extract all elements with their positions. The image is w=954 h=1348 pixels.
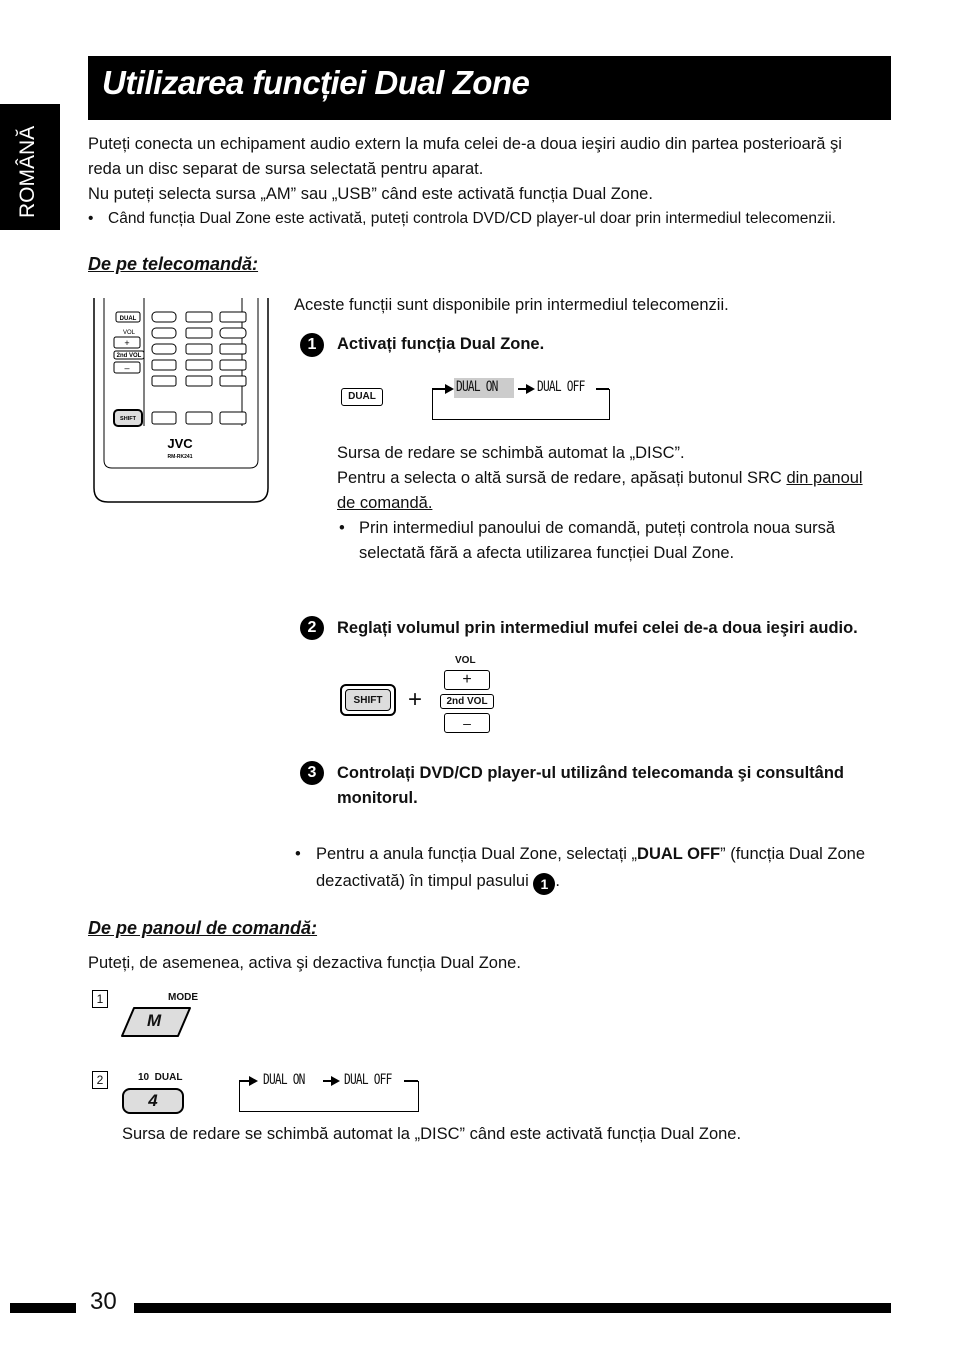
panel-note: Sursa de redare se schimbă automat la „DISC” când este activată funcția Dual Zone.	[122, 1125, 742, 1143]
remote-dual-label: DUAL	[119, 316, 137, 322]
step-2-title: Reglați volumul prin intermediul mufei celei de-a doua ieşiri audio.	[337, 619, 858, 637]
step-1-bullet-line-2: selectată fără a afecta utilizarea funcției Dual Zone.	[359, 544, 735, 562]
panel-flow-dual-off: DUAL OFF	[344, 1072, 392, 1088]
step-3-number: 3	[300, 761, 324, 785]
panel-description: Puteți, de asemenea, activa şi dezactiva funcția Dual Zone.	[88, 954, 521, 972]
intro-bullet-marker: •	[88, 210, 94, 227]
remote-control-illustration	[92, 298, 270, 504]
step-1-bullet-marker: •	[339, 519, 345, 537]
panel-step-2-number: 2	[92, 1071, 108, 1089]
language-tab-label: ROMÂNĂ	[16, 125, 39, 218]
dual-key-label: 10 DUAL	[138, 1072, 183, 1083]
step-3-title-line-2: monitorul.	[337, 789, 418, 807]
step-2-number: 2	[300, 616, 324, 640]
combo-plus-sign: +	[408, 686, 423, 713]
shift-button-outline	[340, 684, 396, 716]
panel-step-1-number: 1	[92, 990, 108, 1008]
intro-line-1: Puteți conecta un echipament audio extern la mufa celei de-a doua ieşiri audio din partea posterioară şi	[88, 135, 842, 153]
step-1-text-1: Sursa de redare se schimbă automat la „DISC”.	[337, 444, 685, 462]
panel-flow-dual-on: DUAL ON	[263, 1072, 305, 1088]
flow-arrow-icon	[526, 384, 535, 394]
vol-minus-button: –	[444, 713, 490, 733]
step-ref-number: 1	[533, 873, 555, 895]
step-1-text-2: Pentru a selecta o altă sursă de redare, apăsați butonul SRC din panoul	[337, 469, 863, 487]
cancel-note-line-1: Pentru a anula funcția Dual Zone, selectați „DUAL OFF” (funcția Dual Zone	[316, 845, 866, 863]
page-title: Utilizarea funcției Dual Zone	[102, 64, 530, 101]
cancel-note-line-2: dezactivată) în timpul pasului 1 .	[316, 869, 560, 895]
remote-plus-label: +	[124, 338, 130, 348]
step-1-bullet-line-1: Prin intermediul panoului de comandă, puteți controla noua sursă	[359, 519, 836, 537]
footer-bar-right	[134, 1303, 891, 1313]
shift-button: SHIFT	[345, 689, 391, 711]
mode-key: M	[147, 1011, 162, 1030]
intro-bullet: Când funcția Dual Zone este activată, puteți controla DVD/CD player-ul doar prin intermediul telecomenzii.	[108, 210, 836, 227]
remote-2nd-vol-label: 2nd VOL	[116, 353, 142, 359]
second-vol-label: 2nd VOL	[440, 694, 494, 709]
flow-arrow-icon	[445, 384, 454, 394]
intro-line-3: Nu puteți selecta sursa „AM” sau „USB” când este activată funcția Dual Zone.	[88, 185, 653, 203]
page-number: 30	[90, 1288, 117, 1315]
remote-description: Aceste funcții sunt disponibile prin intermediul telecomenzii.	[294, 296, 729, 314]
flow-dual-on: DUAL ON	[456, 379, 498, 395]
step-1-title: Activați funcția Dual Zone.	[337, 335, 545, 353]
vol-plus-button: +	[444, 670, 490, 690]
mode-label: MODE	[168, 992, 198, 1003]
remote-shift-label: SHIFT	[120, 416, 136, 422]
step-3-title-line-1: Controlați DVD/CD player-ul utilizând telecomanda şi consultând	[337, 764, 844, 782]
flow-arrow-icon	[249, 1076, 258, 1086]
remote-section-heading: De pe telecomandă:	[88, 254, 259, 274]
dual-key: 4	[122, 1088, 184, 1114]
flow-arrow-icon	[331, 1076, 340, 1086]
footer-bar-left	[10, 1303, 76, 1313]
flow-dual-off: DUAL OFF	[537, 379, 585, 395]
dual-button: DUAL	[341, 388, 383, 406]
remote-minus-label: –	[124, 363, 130, 373]
remote-vol-label: VOL	[122, 330, 136, 336]
vol-label: VOL	[455, 655, 476, 666]
intro-line-2: reda un disc separat de sursa selectată pentru aparat.	[88, 160, 484, 178]
remote-model-label: RM-RK241	[167, 454, 193, 460]
step-1-text-3: de comandă.	[337, 494, 433, 512]
step-1-number: 1	[300, 333, 324, 357]
cancel-bullet-marker: •	[295, 845, 301, 863]
remote-brand-logo: JVC	[167, 436, 193, 451]
panel-section-heading: De pe panoul de comandă:	[88, 918, 318, 938]
